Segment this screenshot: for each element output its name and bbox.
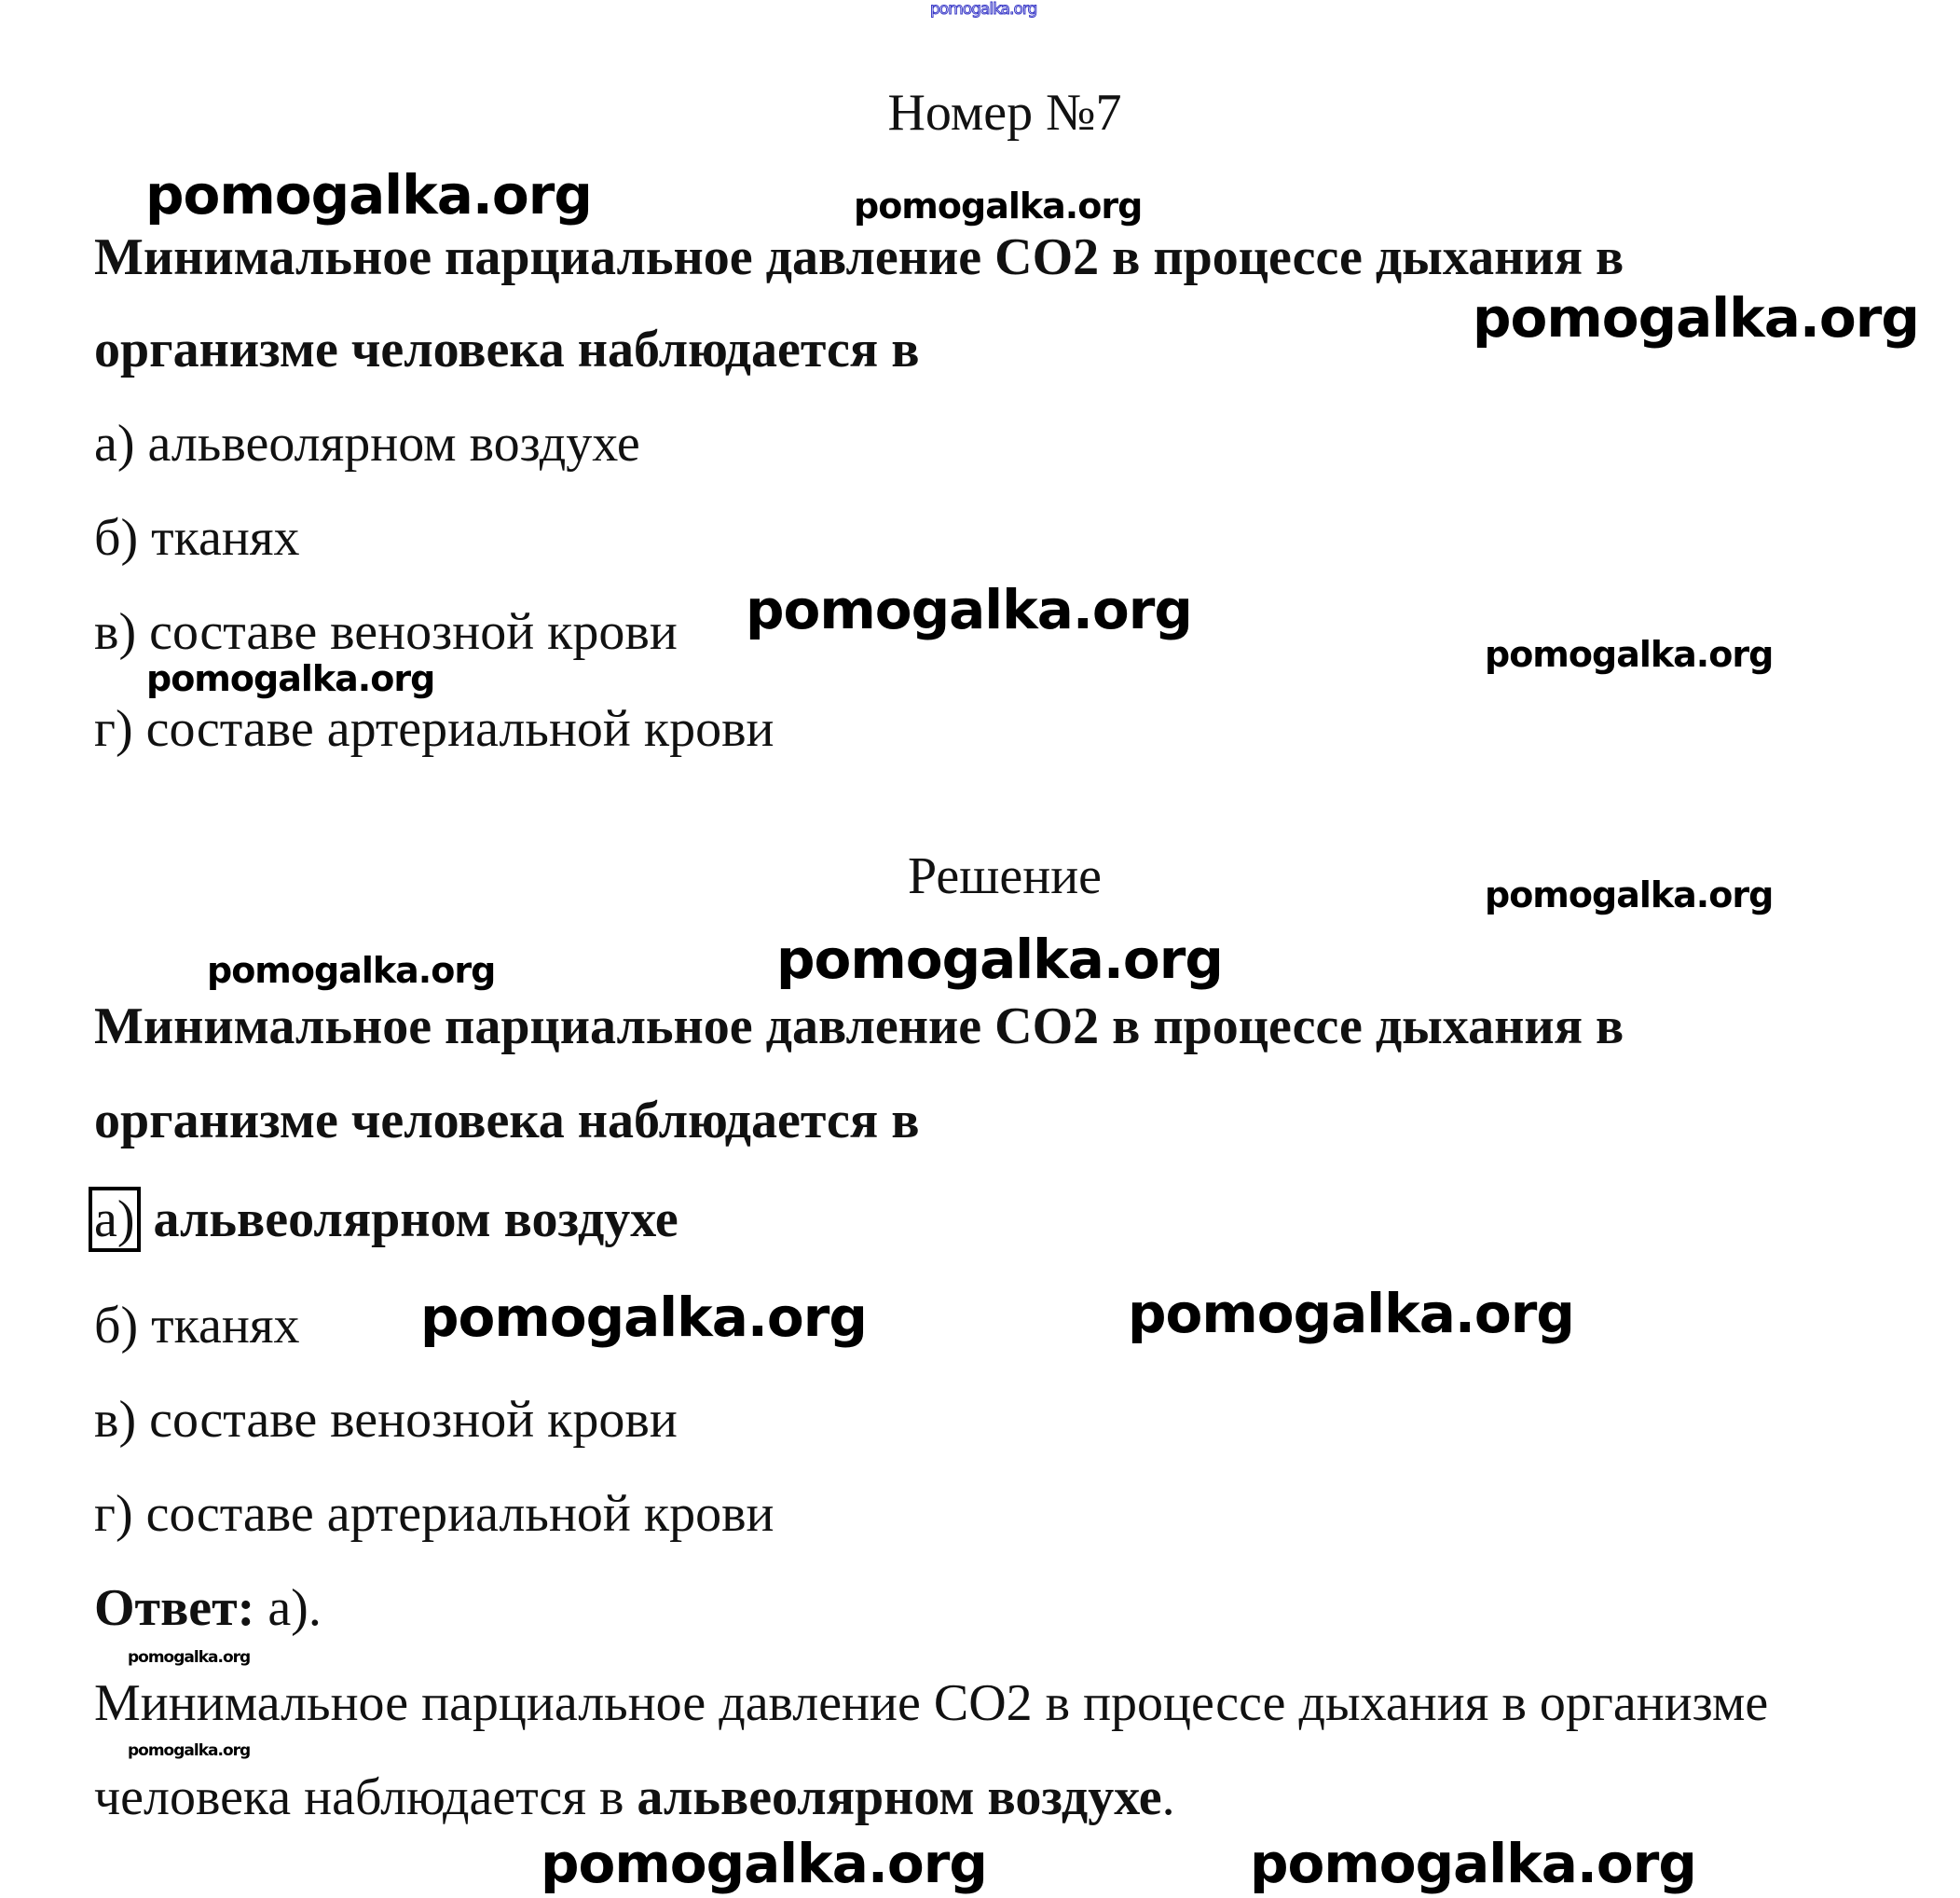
solution-option-a xyxy=(94,1190,678,1248)
explanation-line-2 xyxy=(94,1768,1175,1826)
watermark: pomogalka.org xyxy=(541,1832,987,1895)
explanation-period: . xyxy=(1161,1768,1175,1826)
option-text: альвеолярном воздухе xyxy=(147,415,640,473)
watermark: pomogalka.org xyxy=(420,1286,867,1349)
option-letter: б) xyxy=(94,1297,139,1355)
option-text: альвеолярном воздухе xyxy=(153,1190,678,1248)
option-text: тканях xyxy=(151,509,300,567)
option-letter: б) xyxy=(94,509,139,567)
solution-question-line-2: организме человека наблюдается в xyxy=(94,1092,920,1149)
watermark: pomogalka.org xyxy=(1473,286,1919,350)
page-title: Номер №7 xyxy=(887,84,1122,142)
solution-option-d xyxy=(94,1485,774,1543)
watermark: pomogalka.org xyxy=(1250,1832,1696,1895)
option-letter: г) xyxy=(94,1485,133,1543)
watermark: pomogalka.org xyxy=(207,950,496,991)
option-text: составе артериальной крови xyxy=(145,1485,774,1543)
option-letter: г) xyxy=(94,700,133,758)
option-a xyxy=(94,415,640,473)
option-text: составе венозной крови xyxy=(149,1391,678,1449)
option-letter: в) xyxy=(94,603,137,661)
option-text: составе артериальной крови xyxy=(145,700,774,758)
option-text: составе венозной крови xyxy=(149,603,678,661)
question-line-2: организме человека наблюдается в xyxy=(94,321,920,378)
watermark: pomogalka.org xyxy=(146,658,435,699)
answer-value: а). xyxy=(254,1579,322,1637)
watermark: pomogalka.org xyxy=(1128,1282,1574,1345)
answer xyxy=(94,1579,322,1637)
solution-heading: Решение xyxy=(907,847,1103,905)
explanation-text: человека наблюдается в xyxy=(94,1768,637,1826)
answer-label: Ответ: xyxy=(94,1579,255,1637)
option-letter: а) xyxy=(94,415,135,473)
option-c xyxy=(94,603,678,661)
option-d xyxy=(94,700,774,758)
watermark: pomogalka.org xyxy=(128,1648,251,1667)
correct-answer-box: а) xyxy=(89,1187,141,1252)
option-b xyxy=(94,509,300,567)
watermark: pomogalka.org xyxy=(776,928,1223,991)
watermark: pomogalka.org xyxy=(1485,634,1774,675)
watermark: pomogalka.org xyxy=(854,186,1143,227)
question-line-1: Минимальное парциальное давление СО2 в процессе дыхания в xyxy=(94,228,1624,286)
solution-question-line-1: Минимальное парциальное давление СО2 в процессе дыхания в xyxy=(94,997,1624,1055)
watermark: pomogalka.org xyxy=(746,578,1192,641)
explanation-bold: альвеолярном воздухе xyxy=(637,1768,1162,1826)
watermark: pomogalka.org xyxy=(128,1741,251,1760)
solution-option-b xyxy=(94,1297,300,1355)
option-text: тканях xyxy=(151,1297,300,1355)
watermark: pomogalka.org xyxy=(1485,874,1774,915)
option-letter: в) xyxy=(94,1391,137,1449)
explanation-line-1: Минимальное парциальное давление СО2 в процессе дыхания в организме xyxy=(94,1674,1769,1732)
watermark: pomogalka.org xyxy=(930,0,1037,19)
solution-option-c xyxy=(94,1391,678,1449)
watermark: pomogalka.org xyxy=(145,163,592,227)
